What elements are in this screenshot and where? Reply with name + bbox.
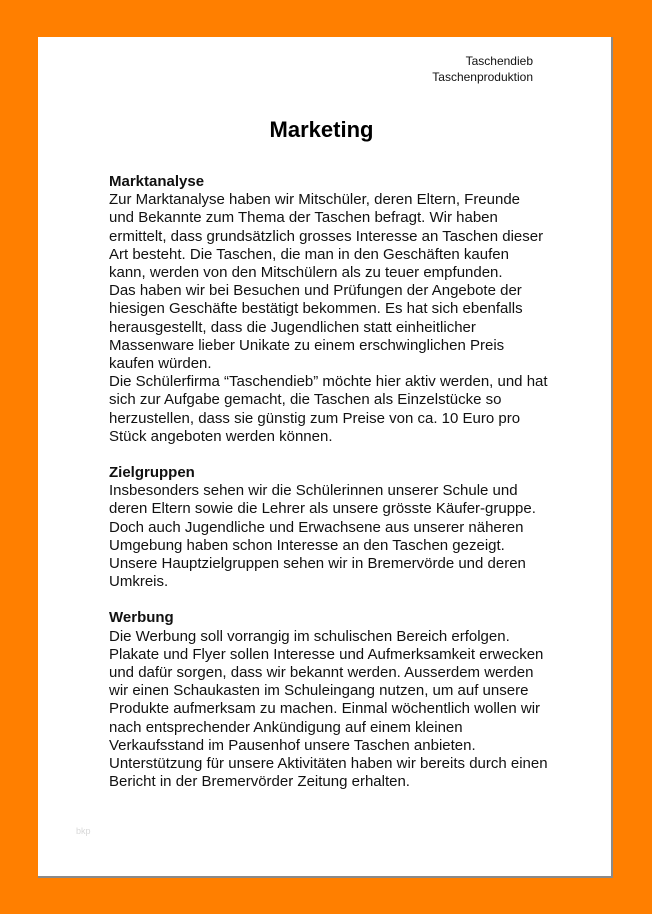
document-body bbox=[109, 173, 549, 792]
page-title: Marketing bbox=[269, 117, 374, 142]
section-heading: Werbung bbox=[109, 609, 174, 627]
section-paragraph: Die Werbung soll vorrangig im schulischen Bereich erfolgen. Plakate und Flyer sollen Interesse und Aufmerksamkeit erwecken und dafür sorgen, dass wir bekannt werden. Ausserdem werden wir einen Schaukasten im Schuleingang nutzen, um auf unsere Produkte aufmerksam zu machen. Einmal wöchentlich wollen wir nach entsprechender Ankündigung auf einem kleinen Verkaufsstand im Pausenhof unsere Taschen anbieten. Unterstützung für unsere Aktivitäten haben wir bereits durch einen Bericht in der Bremervörder Zeitung erhalten. bbox=[109, 627, 548, 791]
section-paragraph: Die Schülerfirma “Taschendieb” möchte hier aktiv werden, und hat sich zur Aufgabe gemacht, die Taschen als Einzelstücke so herzustellen, dass sie günstig zum Preise von ca. 10 Euro pro Stück angeboten werden können. bbox=[109, 373, 548, 445]
watermark: bkp bbox=[76, 826, 91, 836]
section-paragraph: Zur Marktanalyse haben wir Mitschüler, deren Eltern, Freunde und Bekannte zum Thema der Taschen befragt. Wir haben ermittelt, dass grundsätzlich grosses Interesse an Taschen dieser Art besteht. Die Taschen, die man in den Geschäften kaufen kann, werden von den Mitschülern als zu teuer empfunden. bbox=[109, 191, 544, 282]
section-heading: Zielgruppen bbox=[109, 464, 195, 482]
document-page bbox=[38, 37, 613, 878]
header-company-name: Taschendieb bbox=[465, 54, 533, 68]
section-heading: Marktanalyse bbox=[109, 173, 205, 190]
document-header bbox=[432, 53, 533, 85]
section-marktanalyse bbox=[109, 173, 549, 446]
header-department: Taschenproduktion bbox=[432, 70, 533, 84]
section-werbung bbox=[109, 609, 549, 791]
section-zielgruppen bbox=[109, 464, 549, 591]
section-paragraph: Insbesonders sehen wir die Schülerinnen unserer Schule und deren Eltern sowie die Lehrer als unsere grösste Käufer-gruppe. Doch auch Jugendliche und Erwachsene aus unserer näheren Umgebung haben schon Interesse an den Taschen gezeigt. Unsere Hauptzielgruppen sehen wir in Bremervörde und deren Umkreis. bbox=[109, 482, 536, 591]
section-paragraph: Das haben wir bei Besuchen und Prüfungen der Angebote der hiesigen Geschäfte bestätigt bekommen. Es hat sich ebenfalls herausgestellt, dass die Jugendlichen statt einheitlicher Massenware lieber Unikate zu einem erschwinglichen Preis kaufen würden. bbox=[109, 282, 523, 373]
